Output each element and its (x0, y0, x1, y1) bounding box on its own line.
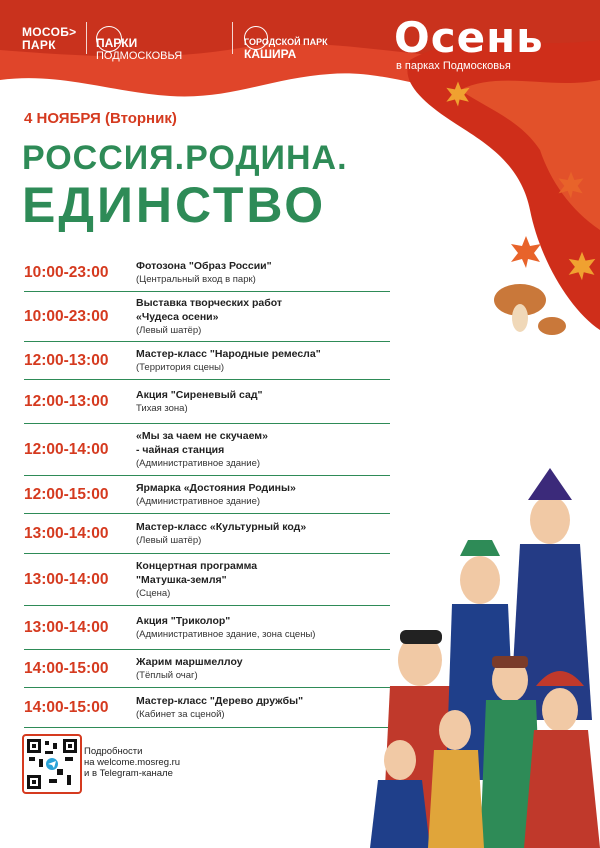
schedule-event-place: (Административное здание) (136, 458, 261, 469)
schedule-event-title: Жарим маршмеллоу (136, 656, 243, 668)
schedule-event-title: Акция "Сиреневый сад" (136, 389, 263, 401)
schedule-time: 12:00-13:00 (24, 392, 109, 410)
schedule-event-title: Ярмарка «Достояния Родины» (136, 482, 296, 494)
schedule-event-place: (Сцена) (136, 588, 171, 599)
schedule-row (24, 292, 390, 342)
schedule-event-place: (Тёплый очаг) (136, 670, 198, 681)
kashira-emblem-icon (244, 26, 268, 50)
schedule-time: 12:00-13:00 (24, 351, 109, 369)
schedule-row (24, 342, 390, 380)
schedule-event-title: Акция "Триколор" (136, 615, 231, 627)
schedule-event-place: (Административное здание, зона сцены) (136, 629, 316, 640)
schedule-row (24, 514, 390, 554)
schedule-row (24, 650, 390, 688)
schedule-event-title: «Мы за чаем не скучаем» (136, 430, 268, 442)
schedule-event-title: Мастер-класс "Народные ремесла" (136, 348, 321, 360)
mosoblpark-logo (22, 26, 76, 52)
leaf-icon (444, 80, 472, 108)
logo-divider (86, 22, 87, 54)
schedule-time: 14:00-15:00 (24, 659, 109, 677)
festival-logo (394, 13, 584, 72)
schedule-event-place: (Территория сцены) (136, 362, 225, 373)
info-link[interactable]: на welcome.mosreg.ru (84, 757, 181, 768)
festival-title: Осень (394, 13, 544, 62)
schedule-row (24, 476, 390, 514)
kashira-logo-line1: ГОРОДСКОЙ ПАРК (244, 37, 328, 47)
schedule-time: 12:00-15:00 (24, 485, 109, 503)
schedule-event-place: (Левый шатёр) (136, 325, 202, 336)
kashira-logo-line2: КАШИРА (244, 47, 297, 61)
schedule-time: 13:00-14:00 (24, 570, 109, 588)
schedule-event-title: Мастер-класс "Дерево дружбы" (136, 695, 304, 707)
people-in-folk-costumes-illustration (360, 460, 600, 848)
parki-emblem-icon (96, 26, 122, 52)
festival-subtitle: в парках Подмосковья (396, 60, 511, 72)
mosoblpark-logo-line2: ПАРК (22, 38, 56, 52)
schedule-event-title: "Матушка-земля" (136, 574, 227, 586)
schedule-row (24, 688, 390, 728)
parki-podmoskovya-logo (96, 24, 182, 63)
logo-divider (232, 22, 233, 54)
schedule-row (24, 380, 390, 424)
schedule-event-place: (Левый шатёр) (136, 535, 202, 546)
parki-logo-line1: ПАРКИ (96, 36, 138, 50)
page-title-line2: ЕДИНСТВО (22, 177, 327, 233)
schedule-list (24, 254, 390, 728)
schedule-time: 13:00-14:00 (24, 524, 109, 542)
schedule-time: 13:00-14:00 (24, 618, 109, 636)
schedule-event-place: (Административное здание) (136, 496, 261, 507)
schedule-event-title: - чайная станция (136, 444, 225, 456)
info-text (84, 746, 180, 779)
schedule-event-title: Концертная программа (136, 560, 258, 572)
schedule-row (24, 554, 390, 606)
leaf-icon (508, 234, 544, 270)
schedule-time: 12:00-14:00 (24, 440, 109, 458)
schedule-time: 14:00-15:00 (24, 698, 109, 716)
info-line: Подробности (84, 746, 143, 757)
schedule-event-place: (Кабинет за сценой) (136, 709, 225, 720)
leaf-icon (556, 170, 586, 200)
schedule-event-title: Фотозона "Образ России" (136, 260, 272, 272)
schedule-event-title: Мастер-класс «Культурный код» (136, 521, 307, 533)
schedule-time: 10:00-23:00 (24, 263, 109, 281)
kashira-park-logo (244, 24, 328, 60)
schedule-time: 10:00-23:00 (24, 307, 109, 325)
qr-code-icon[interactable] (22, 734, 82, 794)
event-date: 4 НОЯБРЯ (Вторник) (24, 110, 177, 127)
info-line: и в Telegram-канале (84, 768, 173, 779)
schedule-event-place: Тихая зона) (136, 403, 188, 414)
schedule-event-title: Выставка творческих работ (136, 297, 283, 309)
mosoblpark-logo-line1: МОСОБ> (22, 25, 77, 39)
parki-logo-line2: ПОДМОСКОВЬЯ (96, 50, 183, 62)
page-title-line1: РОССИЯ.РОДИНА. (22, 139, 348, 177)
leaf-icon (566, 250, 598, 282)
schedule-event-place: (Центральный вход в парк) (136, 274, 256, 285)
schedule-row (24, 424, 390, 476)
schedule-row (24, 254, 390, 292)
schedule-event-title: «Чудеса осени» (136, 311, 219, 323)
qr-code-pattern (27, 739, 77, 789)
schedule-row (24, 606, 390, 650)
